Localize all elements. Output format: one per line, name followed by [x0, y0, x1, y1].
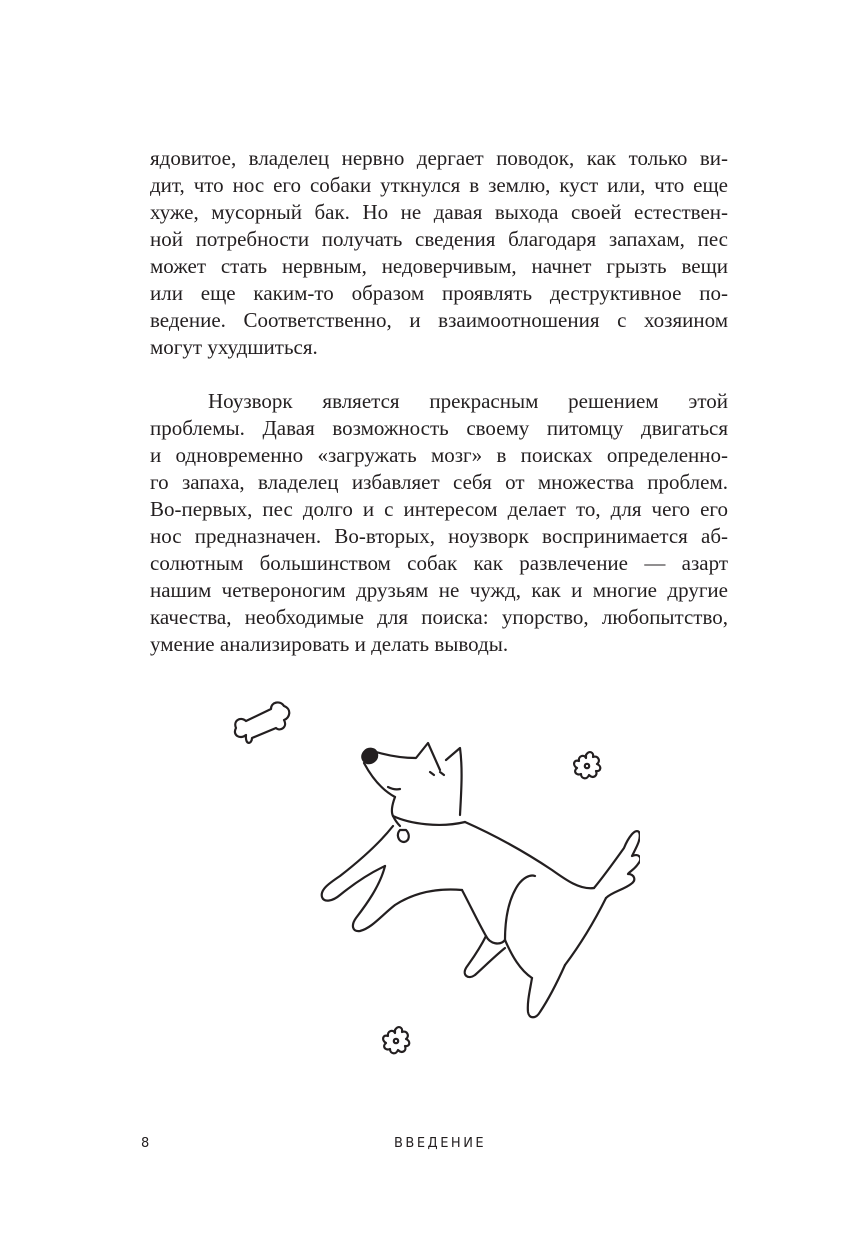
text-line: нашим четвероногим друзьям не чужд, как и многие другие: [150, 578, 728, 602]
flower-icon: [574, 752, 600, 778]
text-line: может стать нервным, недоверчивым, начнет грызть вещи: [150, 254, 728, 278]
text-line: умение анализировать и делать выводы.: [150, 632, 509, 656]
text-line: солютным большинством собак как развлечение — азарт: [150, 551, 728, 575]
text-line: хуже, мусорный бак. Но не давая выхода своей естествен-: [150, 200, 728, 224]
text-line: или еще каким-то образом проявлять деструктивное по-: [150, 281, 728, 305]
text-line: и одновременно «загружать мозг» в поисках определенно-: [150, 443, 728, 467]
text-line: качества, необходимые для поиска: упорство, любопытство,: [150, 605, 728, 629]
text-line: Ноузворк является прекрасным решением этой: [208, 389, 728, 413]
text-line: ведение. Соответственно, и взаимоотношения с хозяином: [150, 308, 728, 332]
dog-illustration: [322, 743, 640, 1017]
illustration: [220, 690, 640, 1070]
text-line: ной потребности получать сведения благодаря запахам, пес: [150, 227, 728, 251]
text-line: нос предназначен. Во-вторых, ноузворк воспринимается аб-: [150, 524, 728, 548]
text-line: проблемы. Давая возможность своему питомцу двигаться: [150, 416, 728, 440]
text-line: ядовитое, владелец нервно дергает поводок, как только ви-: [150, 146, 728, 170]
text-line: дит, что нос его собаки уткнулся в землю, куст или, что еще: [150, 173, 728, 197]
page-number: 8: [141, 1136, 150, 1151]
running-title: ВВЕДЕНИЕ: [394, 1136, 487, 1151]
bone-icon: [235, 702, 289, 742]
text-line: го запаха, владелец избавляет себя от множества проблем.: [150, 470, 728, 494]
flower-icon: [383, 1027, 409, 1053]
text-line: Во-первых, пес долго и с интересом делает то, для чего его: [150, 497, 728, 521]
text-line: могут ухудшиться.: [150, 335, 318, 359]
